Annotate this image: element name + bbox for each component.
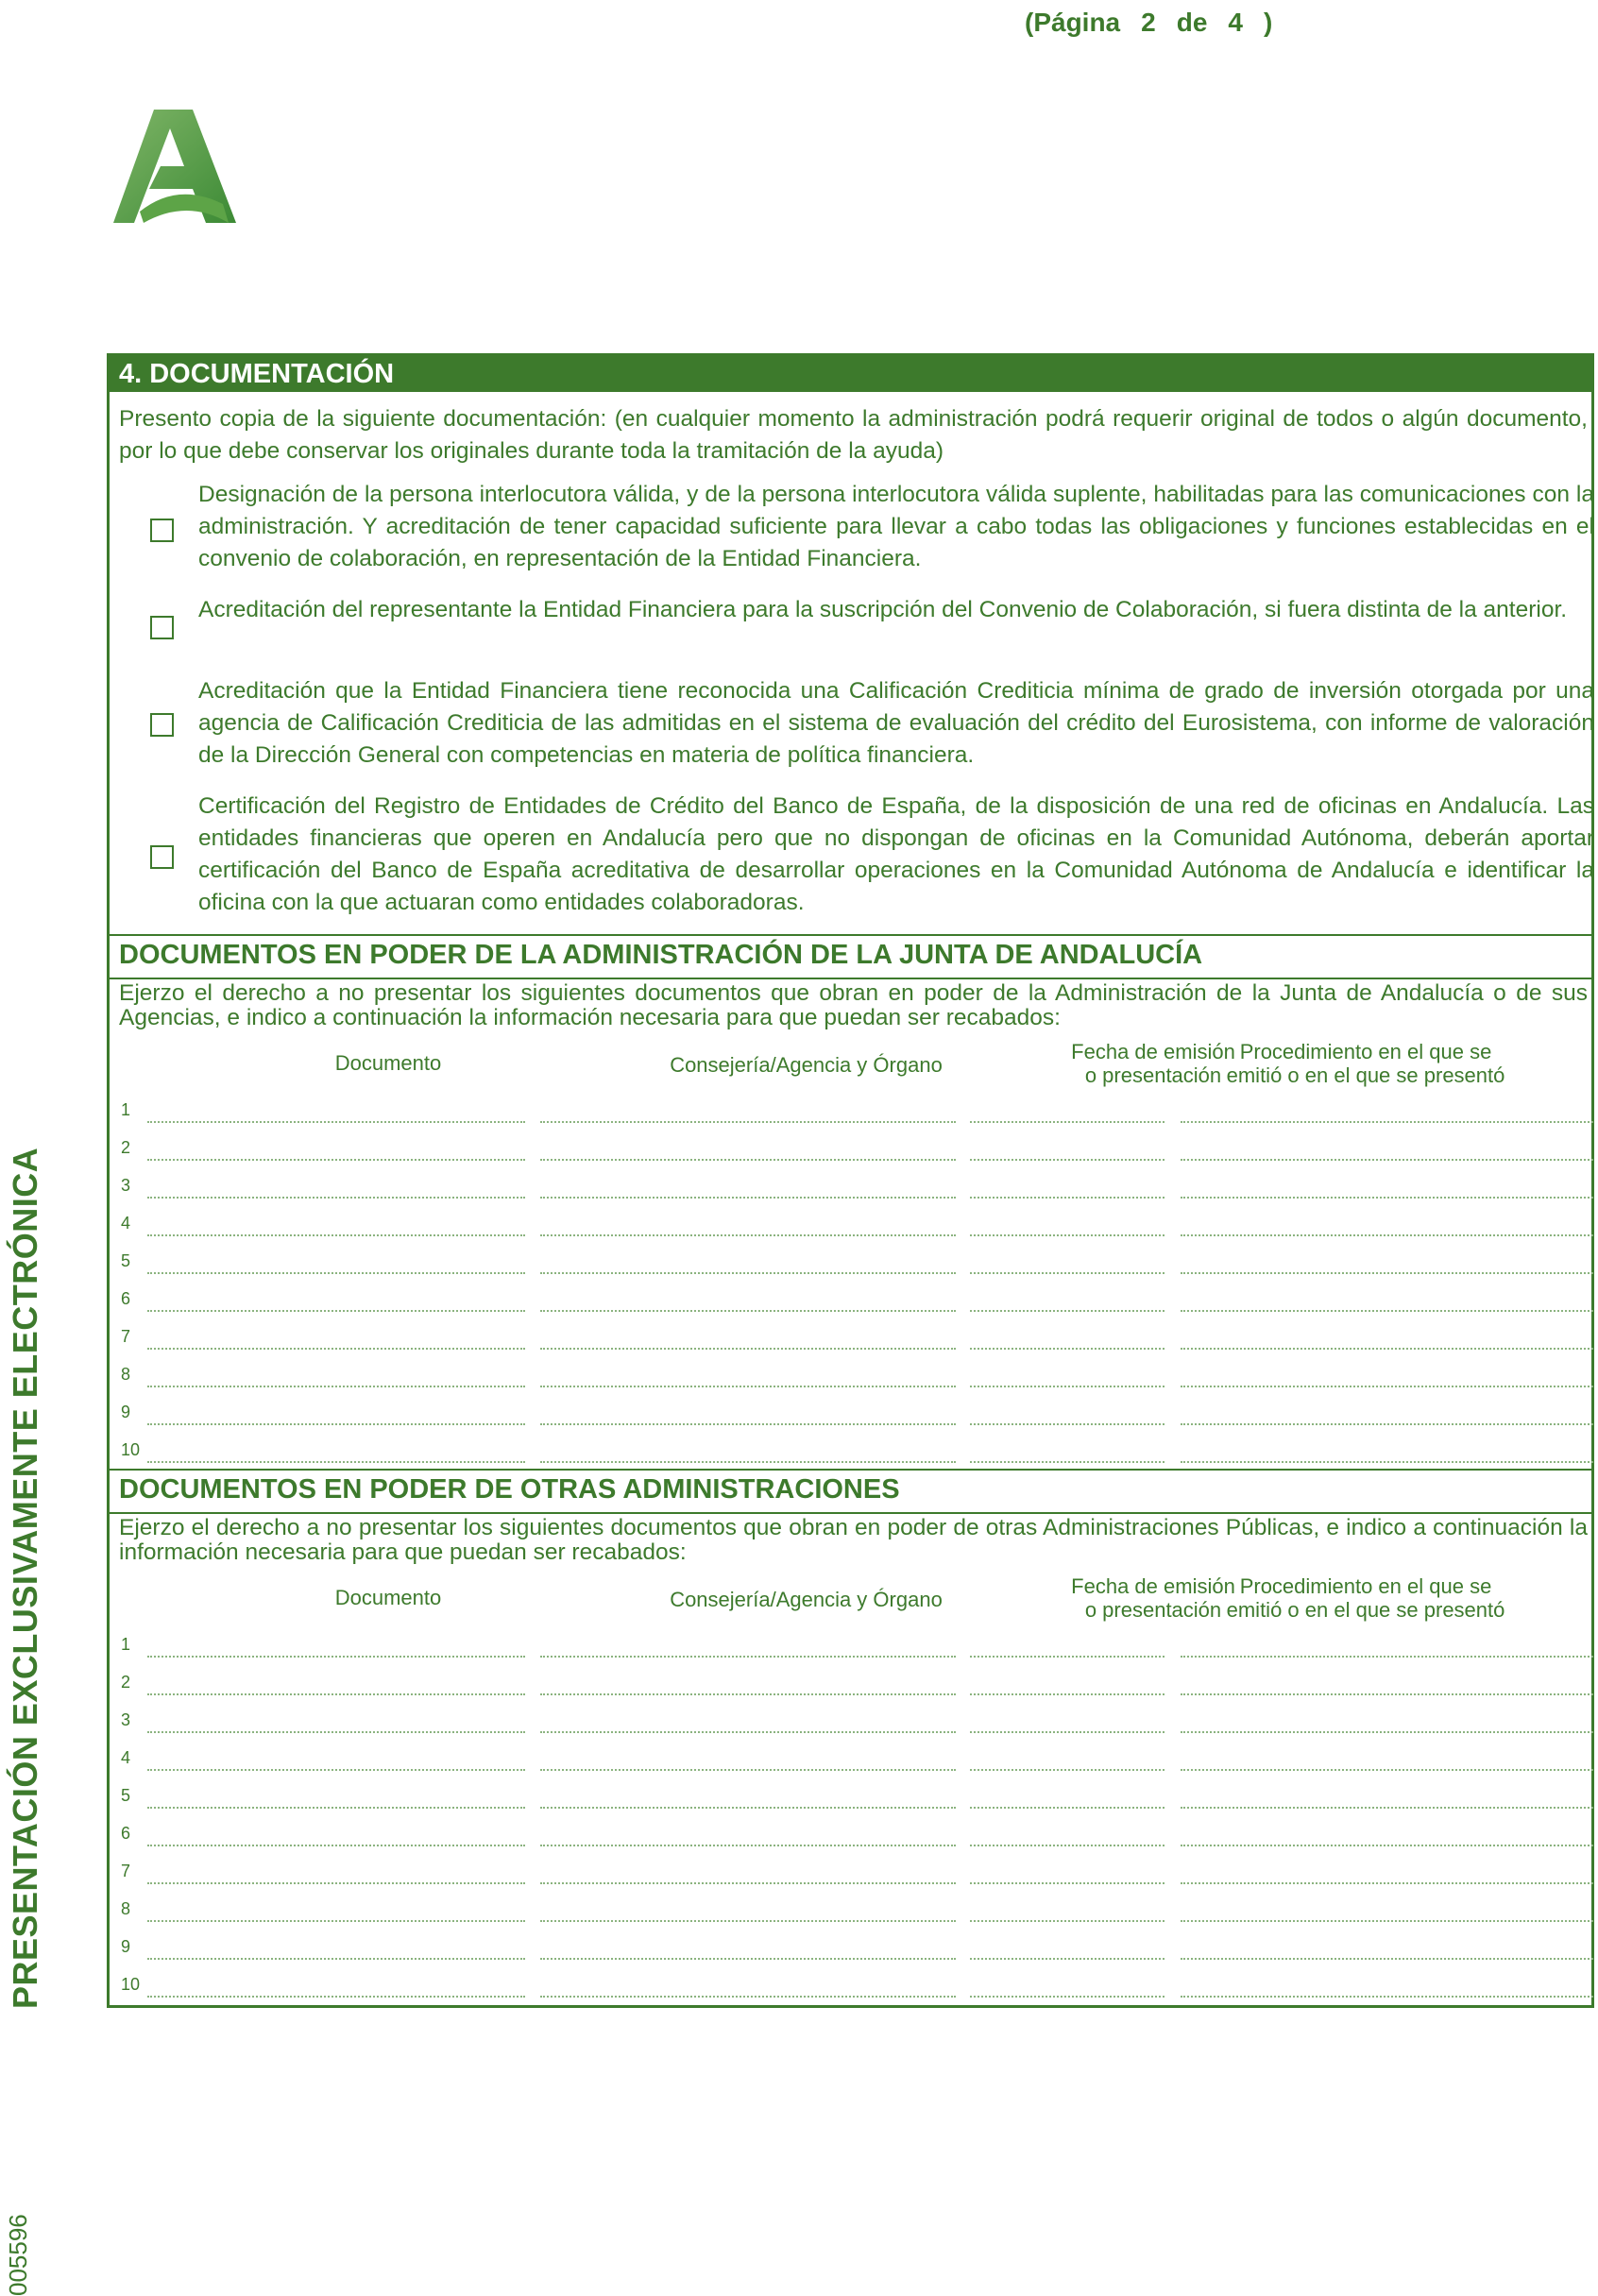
consejeria-field[interactable] [540, 1272, 956, 1274]
doc-item-text: Designación de la persona interlocutora válida, y de la persona interlocutora válida suplente, habilitadas para las comunicaciones con la administración. Y acreditación de tener capacidad suficiente para llevar a cabo todas las obligaciones y funciones establecidas en el convenio de colaboración, en representación de la Entidad Financiera. [198, 482, 1594, 571]
doc-checkbox-1[interactable] [150, 519, 174, 542]
fecha-field[interactable] [970, 1882, 1164, 1884]
consejeria-field[interactable] [540, 1461, 956, 1463]
documentation-form [107, 353, 1594, 2008]
procedimiento-field[interactable] [1181, 1656, 1593, 1658]
documento-field[interactable] [147, 1807, 525, 1809]
col-procedimiento: Procedimiento en el que se emitió o en el que se presentó [1226, 1040, 1505, 1087]
junta-title: DOCUMENTOS EN PODER DE LA ADMINISTRACIÓN DE LA JUNTA DE ANDALUCÍA [119, 940, 1203, 970]
fecha-field[interactable] [970, 1461, 1164, 1463]
junta-intro: Ejerzo el derecho a no presentar los siguientes documentos que obran en poder de la Administración de la Junta de Andalucía o de sus Agencias, e indico a continuación la información necesaria para que puedan ser recabados: [119, 980, 1588, 1030]
documento-field[interactable] [147, 1656, 525, 1658]
row-number: 8 [121, 1899, 131, 1918]
row-number: 1 [121, 1635, 131, 1654]
page-current: 2 [1141, 8, 1156, 37]
documento-field[interactable] [147, 1423, 525, 1425]
documento-field[interactable] [147, 1731, 525, 1733]
procedimiento-field[interactable] [1181, 1386, 1593, 1387]
documento-field[interactable] [147, 1693, 525, 1695]
page-close: ) [1263, 8, 1273, 37]
consejeria-field[interactable] [540, 1807, 956, 1809]
procedimiento-field[interactable] [1181, 1423, 1593, 1425]
procedimiento-field[interactable] [1181, 1996, 1593, 1998]
documento-field[interactable] [147, 1769, 525, 1771]
documento-field[interactable] [147, 1310, 525, 1312]
fecha-field[interactable] [970, 1423, 1164, 1425]
doc-item-text: Acreditación del representante la Entidad Financiera para la suscripción del Convenio de Colaboración, si fuera distinta de la anterior. [198, 597, 1568, 622]
row-number: 8 [121, 1365, 131, 1384]
fecha-field[interactable] [970, 1234, 1164, 1236]
col-fecha: Fecha de emisión o presentación [1071, 1574, 1235, 1622]
documento-field[interactable] [147, 1958, 525, 1960]
fecha-field[interactable] [970, 1310, 1164, 1312]
documento-field[interactable] [147, 1348, 525, 1350]
documento-field[interactable] [147, 1996, 525, 1998]
col-fecha: Fecha de emisión o presentación [1071, 1040, 1235, 1087]
fecha-field[interactable] [970, 1272, 1164, 1274]
consejeria-field[interactable] [540, 1423, 956, 1425]
fecha-field[interactable] [970, 1386, 1164, 1387]
documento-field[interactable] [147, 1882, 525, 1884]
doc-checkbox-3[interactable] [150, 713, 174, 737]
section-intro: Presento copia de la siguiente documentación: (en cualquier momento la administración podrá requerir original de todos o algún documento, por lo que debe conservar los originales durante toda la tramitación de la ayuda) [119, 406, 1588, 464]
documento-field[interactable] [147, 1845, 525, 1846]
divider [110, 934, 1591, 936]
row-number: 7 [121, 1327, 131, 1346]
documento-field[interactable] [147, 1234, 525, 1236]
section-title: 4. DOCUMENTACIÓN [110, 356, 1591, 392]
junta-andalucia-logo-icon [111, 106, 240, 227]
fecha-field[interactable] [970, 1656, 1164, 1658]
documento-field[interactable] [147, 1159, 525, 1161]
col-procedimiento: Procedimiento en el que se emitió o en el que se presentó [1226, 1574, 1505, 1622]
consejeria-field[interactable] [540, 1310, 956, 1312]
col-documento: Documento [334, 1586, 442, 1609]
documento-field[interactable] [147, 1197, 525, 1199]
fecha-field[interactable] [970, 1348, 1164, 1350]
row-number: 1 [121, 1100, 131, 1119]
procedimiento-field[interactable] [1181, 1310, 1593, 1312]
page-total: 4 [1228, 8, 1243, 37]
fecha-field[interactable] [970, 1807, 1164, 1809]
documento-field[interactable] [147, 1920, 525, 1922]
procedimiento-field[interactable] [1181, 1882, 1593, 1884]
fecha-field[interactable] [970, 1731, 1164, 1733]
doc-checkbox-2[interactable] [150, 616, 174, 639]
row-number: 2 [121, 1138, 131, 1157]
fecha-field[interactable] [970, 1958, 1164, 1960]
form-code: 005596 [4, 2214, 32, 2296]
consejeria-field[interactable] [540, 1920, 956, 1922]
consejeria-field[interactable] [540, 1769, 956, 1771]
row-number: 9 [121, 1403, 131, 1421]
page-label: (Página [1025, 8, 1121, 37]
documento-field[interactable] [147, 1272, 525, 1274]
consejeria-field[interactable] [540, 1348, 956, 1350]
consejeria-field[interactable] [540, 1234, 956, 1236]
consejeria-field[interactable] [540, 1882, 956, 1884]
documento-field[interactable] [147, 1121, 525, 1123]
page-number [1025, 8, 1293, 38]
procedimiento-field[interactable] [1181, 1807, 1593, 1809]
row-number: 10 [121, 1975, 141, 1994]
otras-intro: Ejerzo el derecho a no presentar los siguientes documentos que obran en poder de otras Administraciones Públicas, e indico a continuación la información necesaria para que puedan ser recabados: [119, 1515, 1588, 1565]
doc-checkbox-4[interactable] [150, 845, 174, 869]
row-number: 4 [121, 1748, 131, 1767]
row-number: 9 [121, 1937, 131, 1956]
vertical-notice: PRESENTACIÓN EXCLUSIVAMENTE ELECTRÓNICA [6, 1147, 44, 2009]
consejeria-field[interactable] [540, 1731, 956, 1733]
consejeria-field[interactable] [540, 1159, 956, 1161]
procedimiento-field[interactable] [1181, 1693, 1593, 1695]
col-consejeria: Consejería/Agencia y Órgano [670, 1053, 943, 1077]
fecha-field[interactable] [970, 1920, 1164, 1922]
procedimiento-field[interactable] [1181, 1272, 1593, 1274]
fecha-field[interactable] [970, 1159, 1164, 1161]
row-number: 6 [121, 1824, 131, 1843]
consejeria-field[interactable] [540, 1121, 956, 1123]
col-consejeria: Consejería/Agencia y Órgano [670, 1588, 943, 1611]
divider [110, 1469, 1591, 1471]
row-number: 6 [121, 1289, 131, 1308]
procedimiento-field[interactable] [1181, 1234, 1593, 1236]
consejeria-field[interactable] [540, 1386, 956, 1387]
consejeria-field[interactable] [540, 1996, 956, 1998]
fecha-field[interactable] [970, 1693, 1164, 1695]
row-number: 4 [121, 1214, 131, 1233]
procedimiento-field[interactable] [1181, 1845, 1593, 1846]
procedimiento-field[interactable] [1181, 1731, 1593, 1733]
fecha-field[interactable] [970, 1121, 1164, 1123]
fecha-field[interactable] [970, 1769, 1164, 1771]
procedimiento-field[interactable] [1181, 1348, 1593, 1350]
consejeria-field[interactable] [540, 1656, 956, 1658]
procedimiento-field[interactable] [1181, 1197, 1593, 1199]
fecha-field[interactable] [970, 1996, 1164, 1998]
row-number: 2 [121, 1673, 131, 1692]
row-number: 5 [121, 1251, 131, 1270]
procedimiento-field[interactable] [1181, 1769, 1593, 1771]
procedimiento-field[interactable] [1181, 1958, 1593, 1960]
consejeria-field[interactable] [540, 1845, 956, 1846]
row-number: 7 [121, 1862, 131, 1880]
procedimiento-field[interactable] [1181, 1461, 1593, 1463]
procedimiento-field[interactable] [1181, 1920, 1593, 1922]
doc-item-text: Acreditación que la Entidad Financiera tiene reconocida una Calificación Crediticia mínima de grado de inversión otorgada por una agencia de Calificación Crediticia de las admitidas en el sistema de evaluación del crédito del Eurosistema, con informe de valoración de la Dirección General con competencias en materia de política financiera. [198, 678, 1594, 768]
row-number: 3 [121, 1710, 131, 1729]
doc-item-text: Certificación del Registro de Entidades de Crédito del Banco de España, de la disposición de una red de oficinas en Andalucía. Las entidades financieras que operen en Andalucía pero que no dispongan de oficinas en la Comunidad Autónoma, deberán aportar certificación del Banco de España acreditativa de desarrollar operaciones en la Comunidad Autónoma de Andalucía e identificar la oficina con la que actuaran como entidades colaboradoras. [198, 793, 1594, 915]
row-number: 5 [121, 1786, 131, 1805]
row-number: 3 [121, 1176, 131, 1195]
procedimiento-field[interactable] [1181, 1121, 1593, 1123]
fecha-field[interactable] [970, 1197, 1164, 1199]
documento-field[interactable] [147, 1386, 525, 1387]
consejeria-field[interactable] [540, 1197, 956, 1199]
otras-title: DOCUMENTOS EN PODER DE OTRAS ADMINISTRACIONES [119, 1474, 900, 1505]
documento-field[interactable] [147, 1461, 525, 1463]
col-documento: Documento [334, 1051, 442, 1075]
consejeria-field[interactable] [540, 1693, 956, 1695]
divider [110, 1512, 1591, 1514]
row-number: 10 [121, 1440, 141, 1459]
fecha-field[interactable] [970, 1845, 1164, 1846]
page-of-label: de [1176, 8, 1208, 37]
divider [110, 978, 1591, 979]
consejeria-field[interactable] [540, 1958, 956, 1960]
procedimiento-field[interactable] [1181, 1159, 1593, 1161]
